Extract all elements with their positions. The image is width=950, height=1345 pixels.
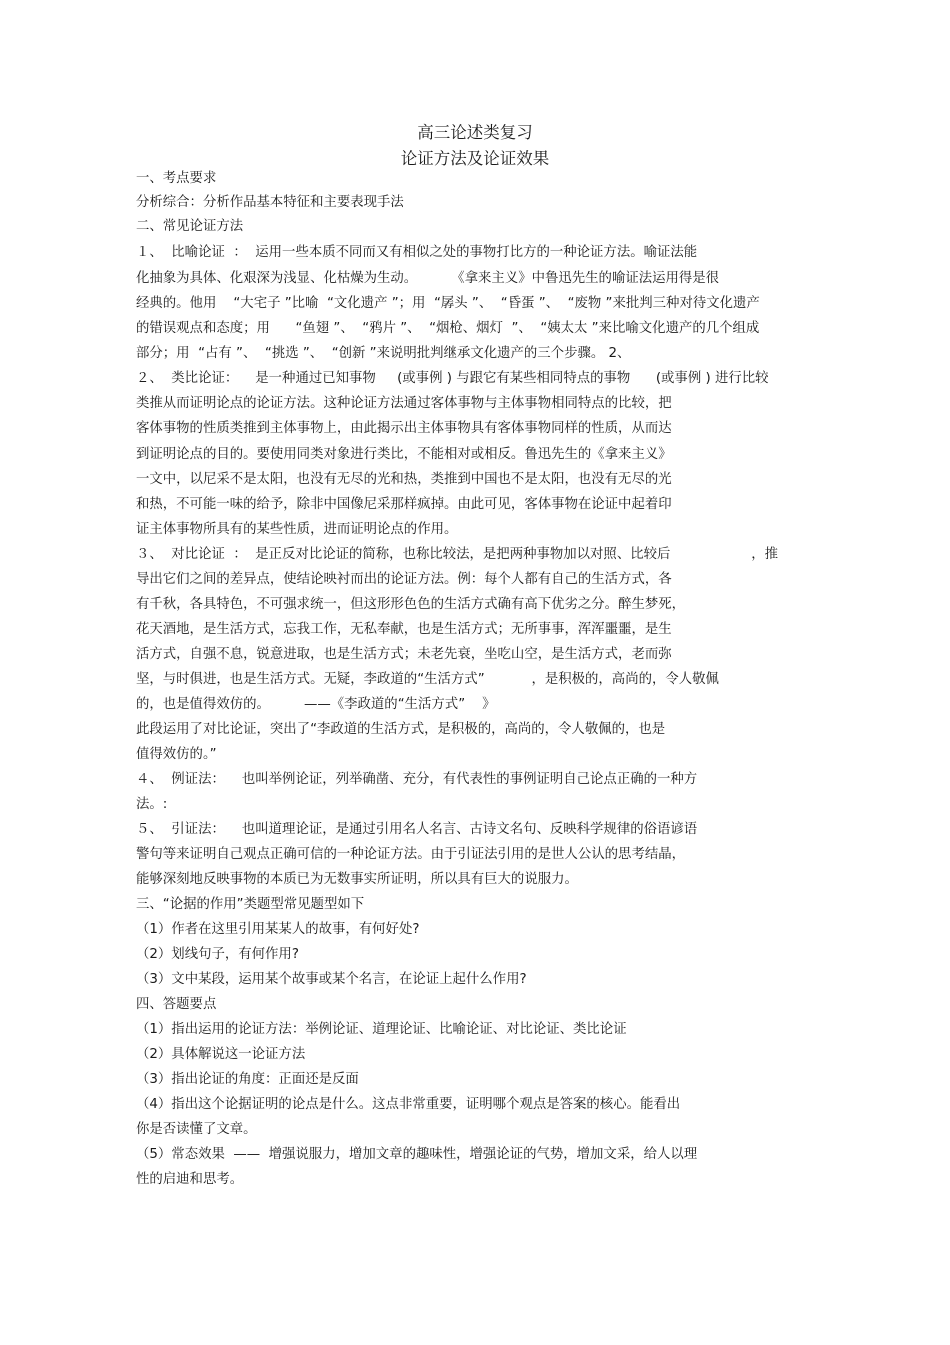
text-line: 一文中，以尼采不是太阳，也没有无尽的光和热，类推到中国也不是太阳，也没有无尽的光 [136, 472, 672, 487]
text-line: 的，也是值得效仿的。 ——《李政道的“生活方式” 》 [136, 697, 496, 712]
text-line: 导出它们之间的差异点，使结论映衬而出的论证方法。例：每个人都有自己的生活方式，各 [136, 572, 672, 587]
text-line: （1）作者在这里引用某某人的故事，有何好处? [136, 922, 420, 937]
text-line: 和热，不可能一味的给予，除非中国像尼采那样疯掉。由此可见，客体事物在论证中起着印 [136, 497, 672, 512]
text-line: ４、 例证法： 也叫举例论证，列举确凿、充分，有代表性的事例证明自己论点正确的一种方 [136, 772, 698, 787]
text-line: 化抽象为具体、化艰深为浅显、化枯燥为生动。 《拿来主义》中鲁迅先生的喻证法运用得是很 [136, 271, 720, 286]
text-line: 法。: [136, 797, 168, 812]
text-line: （3）文中某段，运用某个故事或某个名言，在论证上起什么作用? [136, 972, 527, 987]
text-line: 花天酒地，是生活方式，忘我工作，无私奉献，也是生活方式；无所事事，浑浑噩噩，是生 [136, 622, 672, 637]
text-line: 有千秋，各具特色，不可强求统一，但这形形色色的生活方式确有高下优劣之分。醉生梦死， [136, 597, 686, 612]
text-line: （5）常态效果 —— 增强说服力，增加文章的趣味性，增强论证的气势，增加文采，给人以理 [136, 1147, 698, 1162]
text-line: （2）划线句子，有何作用? [136, 947, 299, 962]
text-line: 分析综合：分析作品基本特征和主要表现手法 [136, 195, 404, 210]
text-line: 坚，与时俱进，也是生活方式。无疑，李政道的“生活方式” ，是积极的，高尚的，令人敬佩 [136, 672, 719, 687]
text-line: （4）指出这个论据证明的论点是什么。这点非常重要，证明哪个观点是答案的核心。能看出 [136, 1097, 681, 1112]
text-line: 性的启迪和思考。 [136, 1172, 244, 1187]
text-line: 能够深刻地反映事物的本质已为无数事实所证明，所以具有巨大的说服力。 [136, 872, 578, 887]
text-line: 警句等来证明自己观点正确可信的一种论证方法。由于引证法引用的是世人公认的思考结晶， [136, 847, 686, 862]
text-line: 此段运用了对比论证，突出了“李政道的生活方式，是积极的，高尚的，令人敬佩的，也是 [136, 722, 666, 737]
text-line: 客体事物的性质类推到主体事物上，由此揭示出主体事物具有客体事物同样的性质，从而达 [136, 421, 672, 436]
text-line: 四、答题要点 [136, 997, 217, 1012]
text-line: １、 比喻论证 ： 运用一些本质不同而又有相似之处的事物打比方的一种论证方法。喻证法能 [136, 245, 698, 260]
text-line: （3）指出论证的角度：正面还是反面 [136, 1072, 359, 1087]
text-line: 类推从而证明论点的论证方法。这种论证方法通过客体事物与主体事物相同特点的比较，把 [136, 396, 672, 411]
text-line: 到证明论点的目的。要使用同类对象进行类比，不能相对或相反。鲁迅先生的《拿来主义》 [136, 447, 672, 462]
text-line: 部分；用 “占有 ”、 “挑选 ”、 “创新 ”来说明批判继承文化遗产的三个步骤。 2、 [136, 346, 631, 361]
text-line: 一、考点要求 [136, 171, 217, 186]
text-line: 三、“论据的作用”类题型常见题型如下 [136, 897, 365, 912]
text-line: 活方式，自强不息，锐意进取，也是生活方式；未老先衰，坐吃山空，是生活方式，老而弥 [136, 647, 672, 662]
text-line: ３、 对比论证 ： 是正反对比论证的简称，也称比较法，是把两种事物加以对照、比较后 ，推 [136, 547, 779, 562]
page-subtitle: 论证方法及论证效果 [400, 149, 550, 168]
text-line: （2）具体解说这一论证方法 [136, 1047, 306, 1062]
text-line: （1）指出运用的论证方法：举例论证、道理论证、比喻论证、对比论证、类比论证 [136, 1022, 627, 1037]
text-line: 的错误观点和态度；用 “鱼翅 ”、 “鸦片 ”、 “烟枪、烟灯 ”、 “姨太太 ”来比喻文化遗产的几个组成 [136, 321, 760, 336]
text-line: ２、 类比论证： 是一种通过已知事物 (或事例 ) 与跟它有某些相同特点的事物 (或事例 ) 进行比较 [136, 371, 769, 386]
text-line: 值得效仿的。” [136, 747, 217, 762]
text-line: 证主体事物所具有的某些性质，进而证明论点的作用。 [136, 522, 458, 537]
text-line: 你是否读懂了文章。 [136, 1122, 257, 1137]
text-line: 二、常见论证方法 [136, 219, 244, 234]
page-title: 高三论述类复习 [417, 123, 533, 142]
text-line: ５、 引证法： 也叫道理论证，是通过引用名人名言、古诗文名句、反映科学规律的俗语谚语 [136, 822, 698, 837]
text-line: 经典的。他用 “大宅子 ”比喻 “文化遗产 ”；用 “孱头 ”、 “昏蛋 ”、 “废物 ”来批判三种对待文化遗产 [136, 296, 760, 311]
